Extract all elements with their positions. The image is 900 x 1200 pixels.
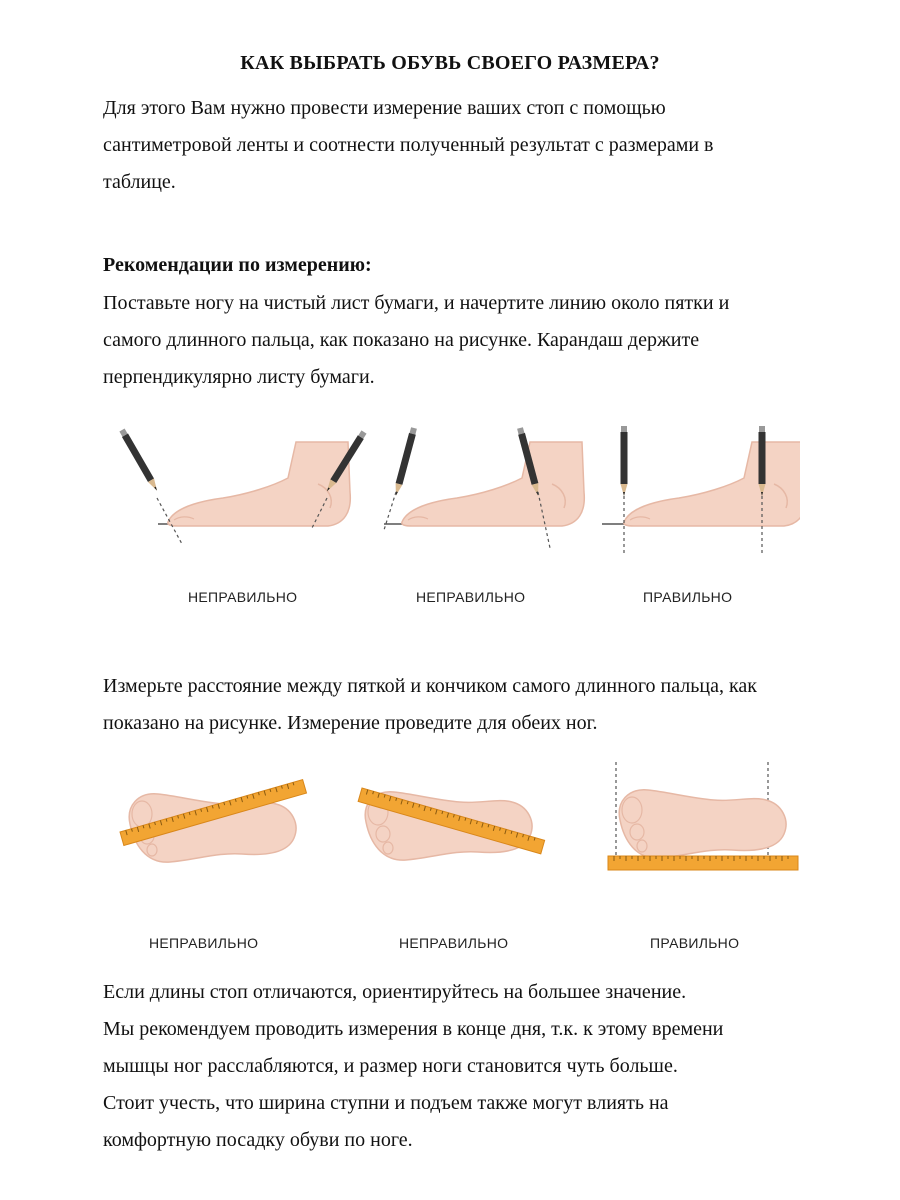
pencil-icon bbox=[393, 427, 418, 496]
intro-line: сантиметровой ленты и соотнести полученный результат с размерами в bbox=[103, 134, 714, 156]
ruler-figure-wrong-2 bbox=[358, 788, 544, 860]
ruler-figure-wrong-1 bbox=[120, 780, 306, 863]
intro-line: таблице. bbox=[103, 171, 176, 193]
closing-paragraph bbox=[103, 974, 823, 1159]
closing-line: мышцы ног расслабляются, и размер ноги становится чуть больше. bbox=[103, 1055, 678, 1077]
closing-line: Стоит учесть, что ширина ступни и подъем также могут влиять на bbox=[103, 1092, 669, 1114]
step2-paragraph bbox=[103, 668, 823, 742]
closing-line: комфортную посадку обуви по ноге. bbox=[103, 1129, 413, 1151]
pencil-figure-wrong-1 bbox=[119, 428, 367, 544]
step2-line: показано на рисунке. Измерение проведите для обеих ног. bbox=[103, 712, 598, 734]
ruler-caption-1: НЕПРАВИЛЬНО bbox=[149, 935, 259, 951]
pencil-caption-3: ПРАВИЛЬНО bbox=[643, 589, 733, 605]
pencil-icon bbox=[621, 426, 628, 496]
step1-line: самого длинного пальца, как показано на рисунке. Карандаш держите bbox=[103, 329, 700, 351]
step1-line: перпендикулярно листу бумаги. bbox=[103, 366, 375, 388]
pencil-figures bbox=[100, 420, 800, 560]
ruler-figures bbox=[100, 758, 810, 888]
step1-paragraph bbox=[103, 285, 823, 396]
pencil-figure-wrong-2 bbox=[384, 427, 584, 548]
closing-line: Если длины стоп отличаются, ориентируйтесь на большее значение. bbox=[103, 981, 687, 1003]
intro-paragraph bbox=[103, 90, 823, 201]
pencil-icon bbox=[119, 428, 160, 492]
ruler-caption-3: ПРАВИЛЬНО bbox=[650, 935, 740, 951]
recommend-heading: Рекомендации по измерению: bbox=[103, 254, 372, 276]
ruler-icon bbox=[608, 856, 798, 870]
pencil-figure-correct bbox=[602, 426, 800, 554]
ruler-figure-correct bbox=[608, 762, 798, 870]
intro-line: Для этого Вам нужно провести измерение ваших стоп с помощью bbox=[103, 97, 666, 119]
page-title: КАК ВЫБРАТЬ ОБУВЬ СВОЕГО РАЗМЕРА? bbox=[240, 52, 660, 74]
ruler-caption-2: НЕПРАВИЛЬНО bbox=[399, 935, 509, 951]
pencil-caption-2: НЕПРАВИЛЬНО bbox=[416, 589, 526, 605]
closing-line: Мы рекомендуем проводить измерения в конце дня, т.к. к этому времени bbox=[103, 1018, 724, 1040]
step2-line: Измерьте расстояние между пяткой и кончиком самого длинного пальца, как bbox=[103, 675, 757, 697]
step1-line: Поставьте ногу на чистый лист бумаги, и начертите линию около пятки и bbox=[103, 292, 730, 314]
pencil-caption-1: НЕПРАВИЛЬНО bbox=[188, 589, 298, 605]
pencil-icon bbox=[759, 426, 766, 496]
